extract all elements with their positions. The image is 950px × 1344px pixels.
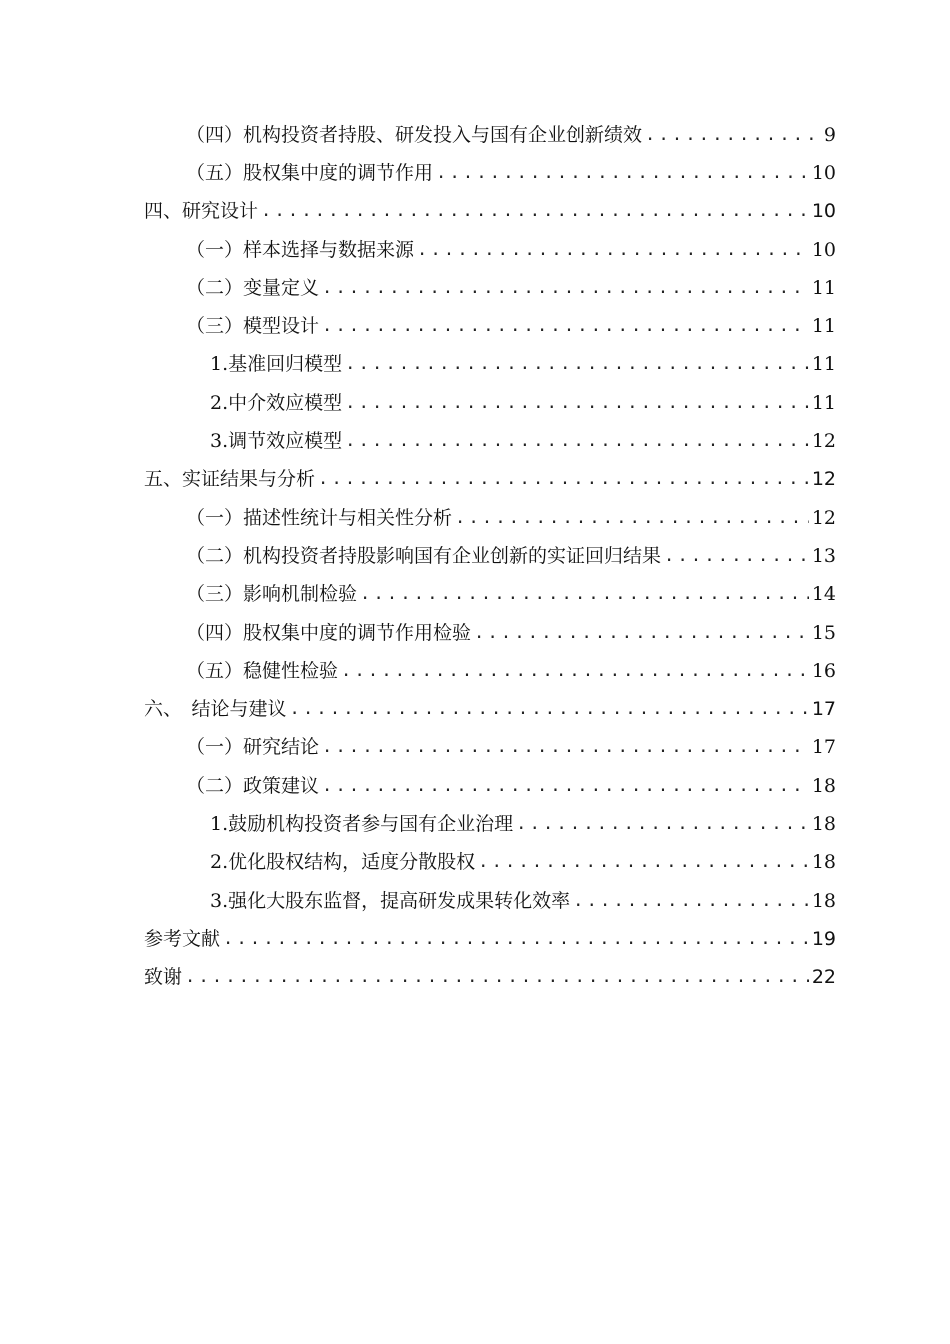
toc-entry[interactable] (0, 116, 950, 154)
toc-dot-leader (322, 280, 809, 297)
toc-dot-leader (322, 318, 809, 335)
toc-entry[interactable] (0, 307, 950, 345)
toc-dot-leader (261, 203, 809, 220)
toc-entry[interactable] (0, 959, 950, 997)
toc-entry[interactable] (0, 729, 950, 767)
toc-entry-page: 12 (811, 506, 836, 529)
toc-entry-title: 1.鼓励机构投资者参与国有企业治理 (210, 812, 514, 835)
toc-entry-page: 9 (823, 123, 836, 146)
toc-entry[interactable] (0, 767, 950, 805)
toc-entry-page: 11 (811, 315, 836, 338)
toc-entry[interactable] (0, 614, 950, 652)
toc-entry[interactable] (0, 805, 950, 843)
toc-entry-page: 14 (811, 583, 836, 606)
toc-entry-title: （四）股权集中度的调节作用检验 (186, 621, 472, 644)
toc-dot-leader (474, 625, 809, 642)
toc-entry-title: （一）样本选择与数据来源 (186, 238, 415, 261)
toc-entry-page: 22 (811, 966, 836, 989)
toc-entry-page: 17 (811, 698, 836, 721)
toc-entry[interactable] (0, 537, 950, 575)
toc-entry[interactable] (0, 652, 950, 690)
toc-entry[interactable] (0, 461, 950, 499)
toc-dot-leader (318, 471, 809, 488)
toc-entry-title: 1.基准回归模型 (210, 353, 343, 376)
toc-entry-title: （一）研究结论 (186, 736, 320, 759)
toc-dot-leader (223, 931, 809, 948)
toc-dot-leader (345, 395, 809, 412)
toc-entry-title: 3.调节效应模型 (210, 430, 343, 453)
toc-entry-page: 19 (811, 927, 836, 950)
toc-entry-page: 11 (811, 353, 836, 376)
toc-dot-leader (185, 969, 809, 986)
toc-entry-title: 五、实证结果与分析 (144, 468, 316, 491)
toc-entry-page: 18 (811, 774, 836, 797)
toc-entry-page: 18 (811, 812, 836, 835)
toc-entry-page: 11 (811, 391, 836, 414)
toc-dot-leader (645, 127, 821, 144)
toc-entry[interactable] (0, 193, 950, 231)
toc-dot-leader (290, 701, 809, 718)
toc-entry-page: 18 (811, 889, 836, 912)
toc-entry-page: 18 (811, 851, 836, 874)
toc-entry[interactable] (0, 576, 950, 614)
toc-entry-page: 17 (811, 736, 836, 759)
toc-entry-title: （五）股权集中度的调节作用 (186, 161, 434, 184)
toc-entry-page: 13 (811, 544, 836, 567)
toc-dot-leader (345, 433, 809, 450)
toc-entry-title: （二）政策建议 (186, 774, 320, 797)
toc-dot-leader (573, 893, 809, 910)
toc-entry-title: （二）变量定义 (186, 276, 320, 299)
toc-entry[interactable] (0, 844, 950, 882)
toc-dot-leader (345, 356, 809, 373)
toc-entry-title: （五）稳健性检验 (186, 659, 339, 682)
toc-entry-title: （四）机构投资者持股、研发投入与国有企业创新绩效 (186, 123, 643, 146)
toc-entry-title: 2.优化股权结构，适度分散股权 (210, 851, 476, 874)
toc-dot-leader (322, 778, 809, 795)
toc-entry[interactable] (0, 231, 950, 269)
toc-dot-leader (417, 242, 809, 259)
toc-entry-page: 10 (811, 161, 836, 184)
toc-entry-title: 四、研究设计 (144, 200, 259, 223)
toc-entry-title: 参考文献 (144, 927, 221, 950)
toc-entry[interactable] (0, 154, 950, 192)
toc-dot-leader (322, 739, 809, 756)
toc-dot-leader (436, 165, 809, 182)
toc-entry-page: 15 (811, 621, 836, 644)
toc-dot-leader (478, 854, 809, 871)
toc-entry-title: 六、 结论与建议 (144, 698, 287, 721)
toc-entry-title: 2.中介效应模型 (210, 391, 343, 414)
toc-dot-leader (664, 548, 809, 565)
toc-entry[interactable] (0, 384, 950, 422)
toc-entry[interactable] (0, 920, 950, 958)
toc-entry[interactable] (0, 269, 950, 307)
toc-entry[interactable] (0, 882, 950, 920)
toc-entry[interactable] (0, 499, 950, 537)
toc-entry[interactable] (0, 690, 950, 728)
toc-entry-page: 12 (811, 468, 836, 491)
toc-entry-title: （三）模型设计 (186, 315, 320, 338)
toc-entry-title: 致谢 (144, 966, 183, 989)
toc-dot-leader (516, 816, 809, 833)
toc-dot-leader (455, 510, 809, 527)
toc-entry-title: （二）机构投资者持股影响国有企业创新的实证回归结果 (186, 544, 662, 567)
toc-entry-page: 12 (811, 430, 836, 453)
toc-entry[interactable] (0, 422, 950, 460)
toc-entry-page: 10 (811, 238, 836, 261)
toc-dot-leader (360, 586, 809, 603)
toc-entry-title: （一）描述性统计与相关性分析 (186, 506, 453, 529)
toc-entry-title: （三）影响机制检验 (186, 583, 358, 606)
toc-entry-title: 3.强化大股东监督，提高研发成果转化效率 (210, 889, 571, 912)
toc-entry-page: 11 (811, 276, 836, 299)
toc-dot-leader (341, 663, 809, 680)
toc-entry[interactable] (0, 346, 950, 384)
toc-entry-page: 10 (811, 200, 836, 223)
table-of-contents (0, 116, 950, 997)
toc-entry-page: 16 (811, 659, 836, 682)
